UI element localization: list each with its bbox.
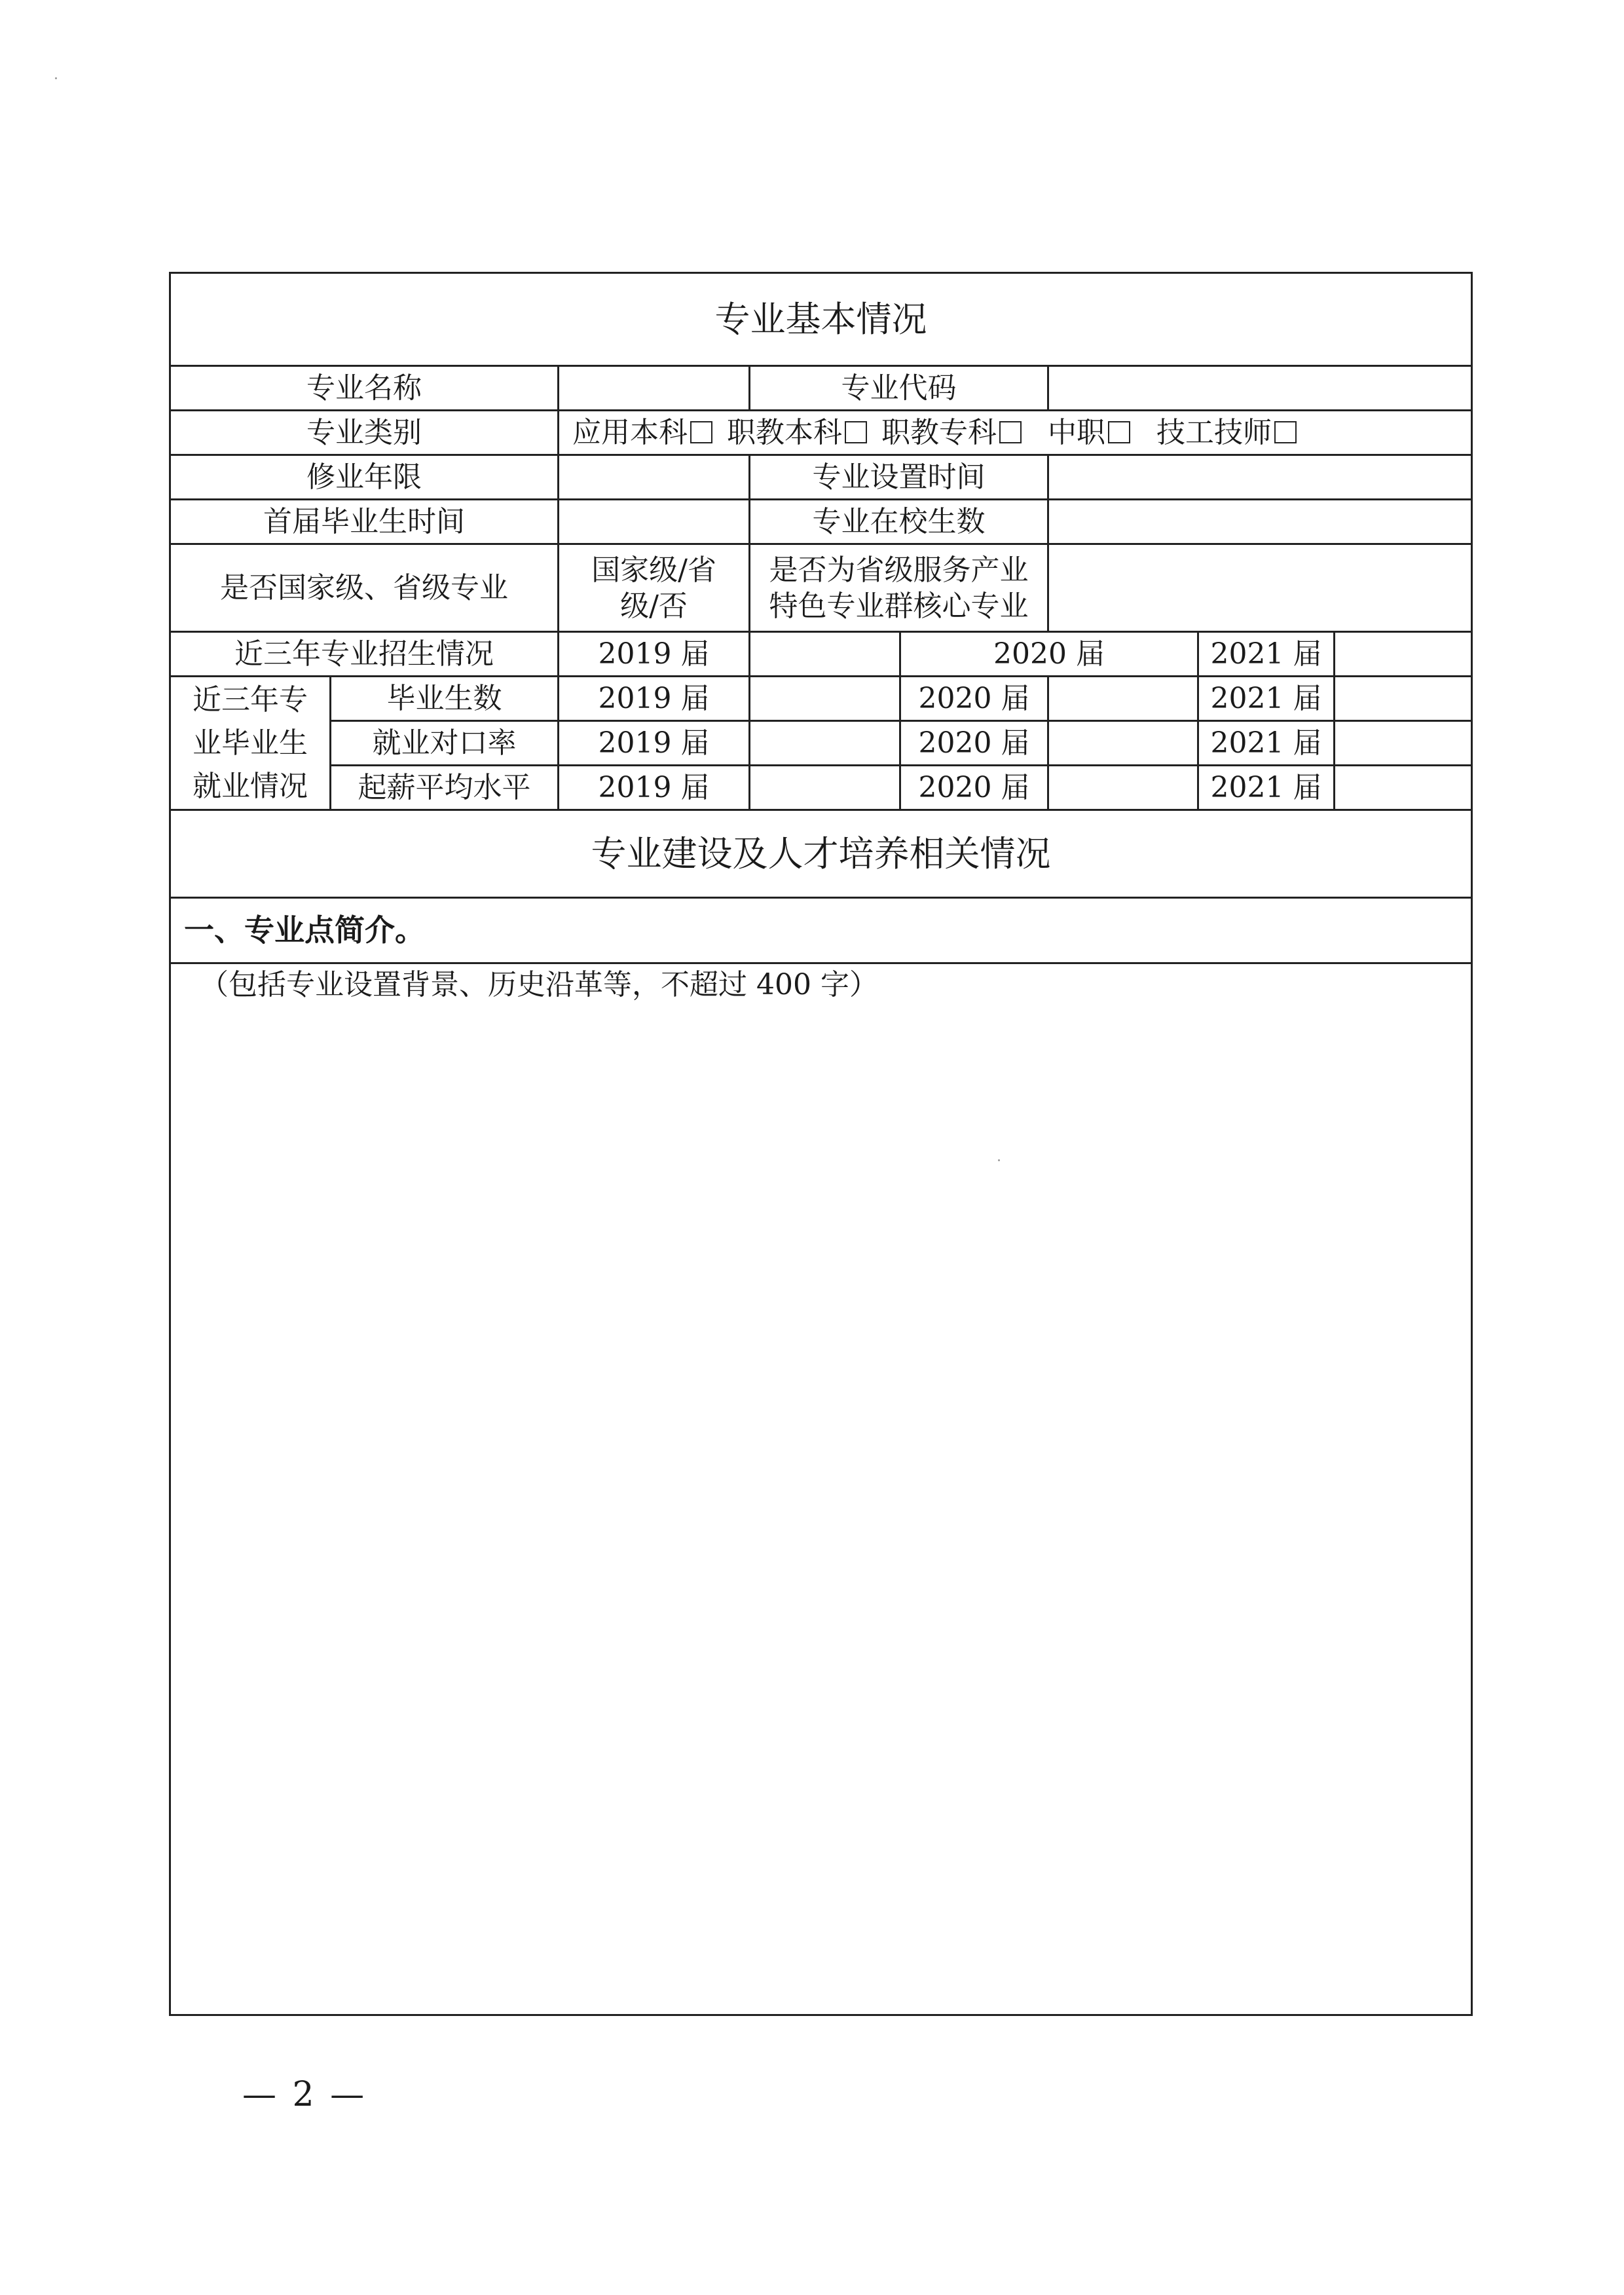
year-2021: 2021 届 (1198, 677, 1335, 721)
label-employment-group: 近三年专业毕业生就业情况 (170, 677, 331, 810)
specialty-form-table (169, 272, 1473, 2016)
input-grads-2020[interactable] (1048, 677, 1198, 721)
input-core-cluster[interactable] (1048, 544, 1472, 632)
input-study-duration[interactable] (559, 455, 750, 500)
label-enrolled-students: 专业在校生数 (750, 500, 1048, 544)
checkbox-icon[interactable] (1108, 421, 1130, 443)
option-applied-undergrad[interactable]: 应用本科 (572, 416, 727, 449)
checkbox-icon[interactable] (1274, 421, 1297, 443)
input-first-graduate-time[interactable] (559, 500, 750, 544)
year-2021: 2021 届 (1198, 766, 1335, 810)
label-study-duration: 修业年限 (170, 455, 559, 500)
year-2021: 2021 届 (1198, 632, 1335, 677)
label-starting-salary: 起薪平均水平 (331, 766, 559, 810)
year-2019: 2019 届 (559, 766, 750, 810)
input-match-2021[interactable] (1335, 721, 1472, 766)
input-enrollment-2019[interactable] (750, 632, 900, 677)
year-2019: 2019 届 (559, 721, 750, 766)
year-2020: 2020 届 (900, 677, 1048, 721)
input-match-2020[interactable] (1048, 721, 1198, 766)
option-vocational-college[interactable]: 职教专科 (881, 416, 1036, 449)
input-match-2019[interactable] (750, 721, 900, 766)
input-specialty-name[interactable] (559, 366, 750, 411)
label-enrollment-3yrs: 近三年专业招生情况 (170, 632, 559, 677)
input-salary-2019[interactable] (750, 766, 900, 810)
input-specialty-code[interactable] (1048, 366, 1472, 411)
checkbox-icon[interactable] (845, 421, 867, 443)
input-enrolled-students[interactable] (1048, 500, 1472, 544)
label-specialty-code: 专业代码 (750, 366, 1048, 411)
option-secondary-vocational[interactable]: 中职 (1048, 416, 1145, 449)
input-grads-2021[interactable] (1335, 677, 1472, 721)
option-technician[interactable]: 技工技师 (1156, 416, 1311, 449)
input-grads-2019[interactable] (750, 677, 900, 721)
year-2019: 2019 届 (559, 677, 750, 721)
intro-text-area[interactable] (170, 963, 1472, 2015)
national-options-text: 国家级/省级/否 (559, 544, 750, 632)
input-setup-time[interactable] (1048, 455, 1472, 500)
label-national-provincial: 是否国家级、省级专业 (170, 544, 559, 632)
year-2021: 2021 届 (1198, 721, 1335, 766)
section-title-basic: 专业基本情况 (170, 273, 1472, 366)
checkbox-icon[interactable] (999, 421, 1022, 443)
section-title-construction: 专业建设及人才培养相关情况 (170, 810, 1472, 898)
label-specialty-category: 专业类别 (170, 411, 559, 455)
category-options (559, 411, 1472, 455)
label-setup-time: 专业设置时间 (750, 455, 1048, 500)
checkbox-icon[interactable] (690, 421, 712, 443)
label-specialty-name: 专业名称 (170, 366, 559, 411)
label-core-cluster: 是否为省级服务产业特色专业群核心专业 (750, 544, 1048, 632)
scan-speck (55, 77, 57, 79)
year-2019: 2019 届 (559, 632, 750, 677)
year-2020: 2020 届 (900, 766, 1048, 810)
label-graduate-count: 毕业生数 (331, 677, 559, 721)
option-vocational-undergrad[interactable]: 职教本科 (727, 416, 881, 449)
year-2020: 2020 届 (900, 632, 1198, 677)
page-number: — 2 — (242, 2075, 367, 2114)
year-2020: 2020 届 (900, 721, 1048, 766)
intro-heading: 一、专业点简介。 (170, 898, 1472, 963)
label-first-graduate-time: 首届毕业生时间 (170, 500, 559, 544)
input-salary-2020[interactable] (1048, 766, 1198, 810)
input-enrollment-2021[interactable] (1335, 632, 1472, 677)
intro-hint: （包括专业设置背景、历史沿革等，不超过 400 字） (200, 968, 878, 1001)
label-match-rate: 就业对口率 (331, 721, 559, 766)
input-salary-2021[interactable] (1335, 766, 1472, 810)
